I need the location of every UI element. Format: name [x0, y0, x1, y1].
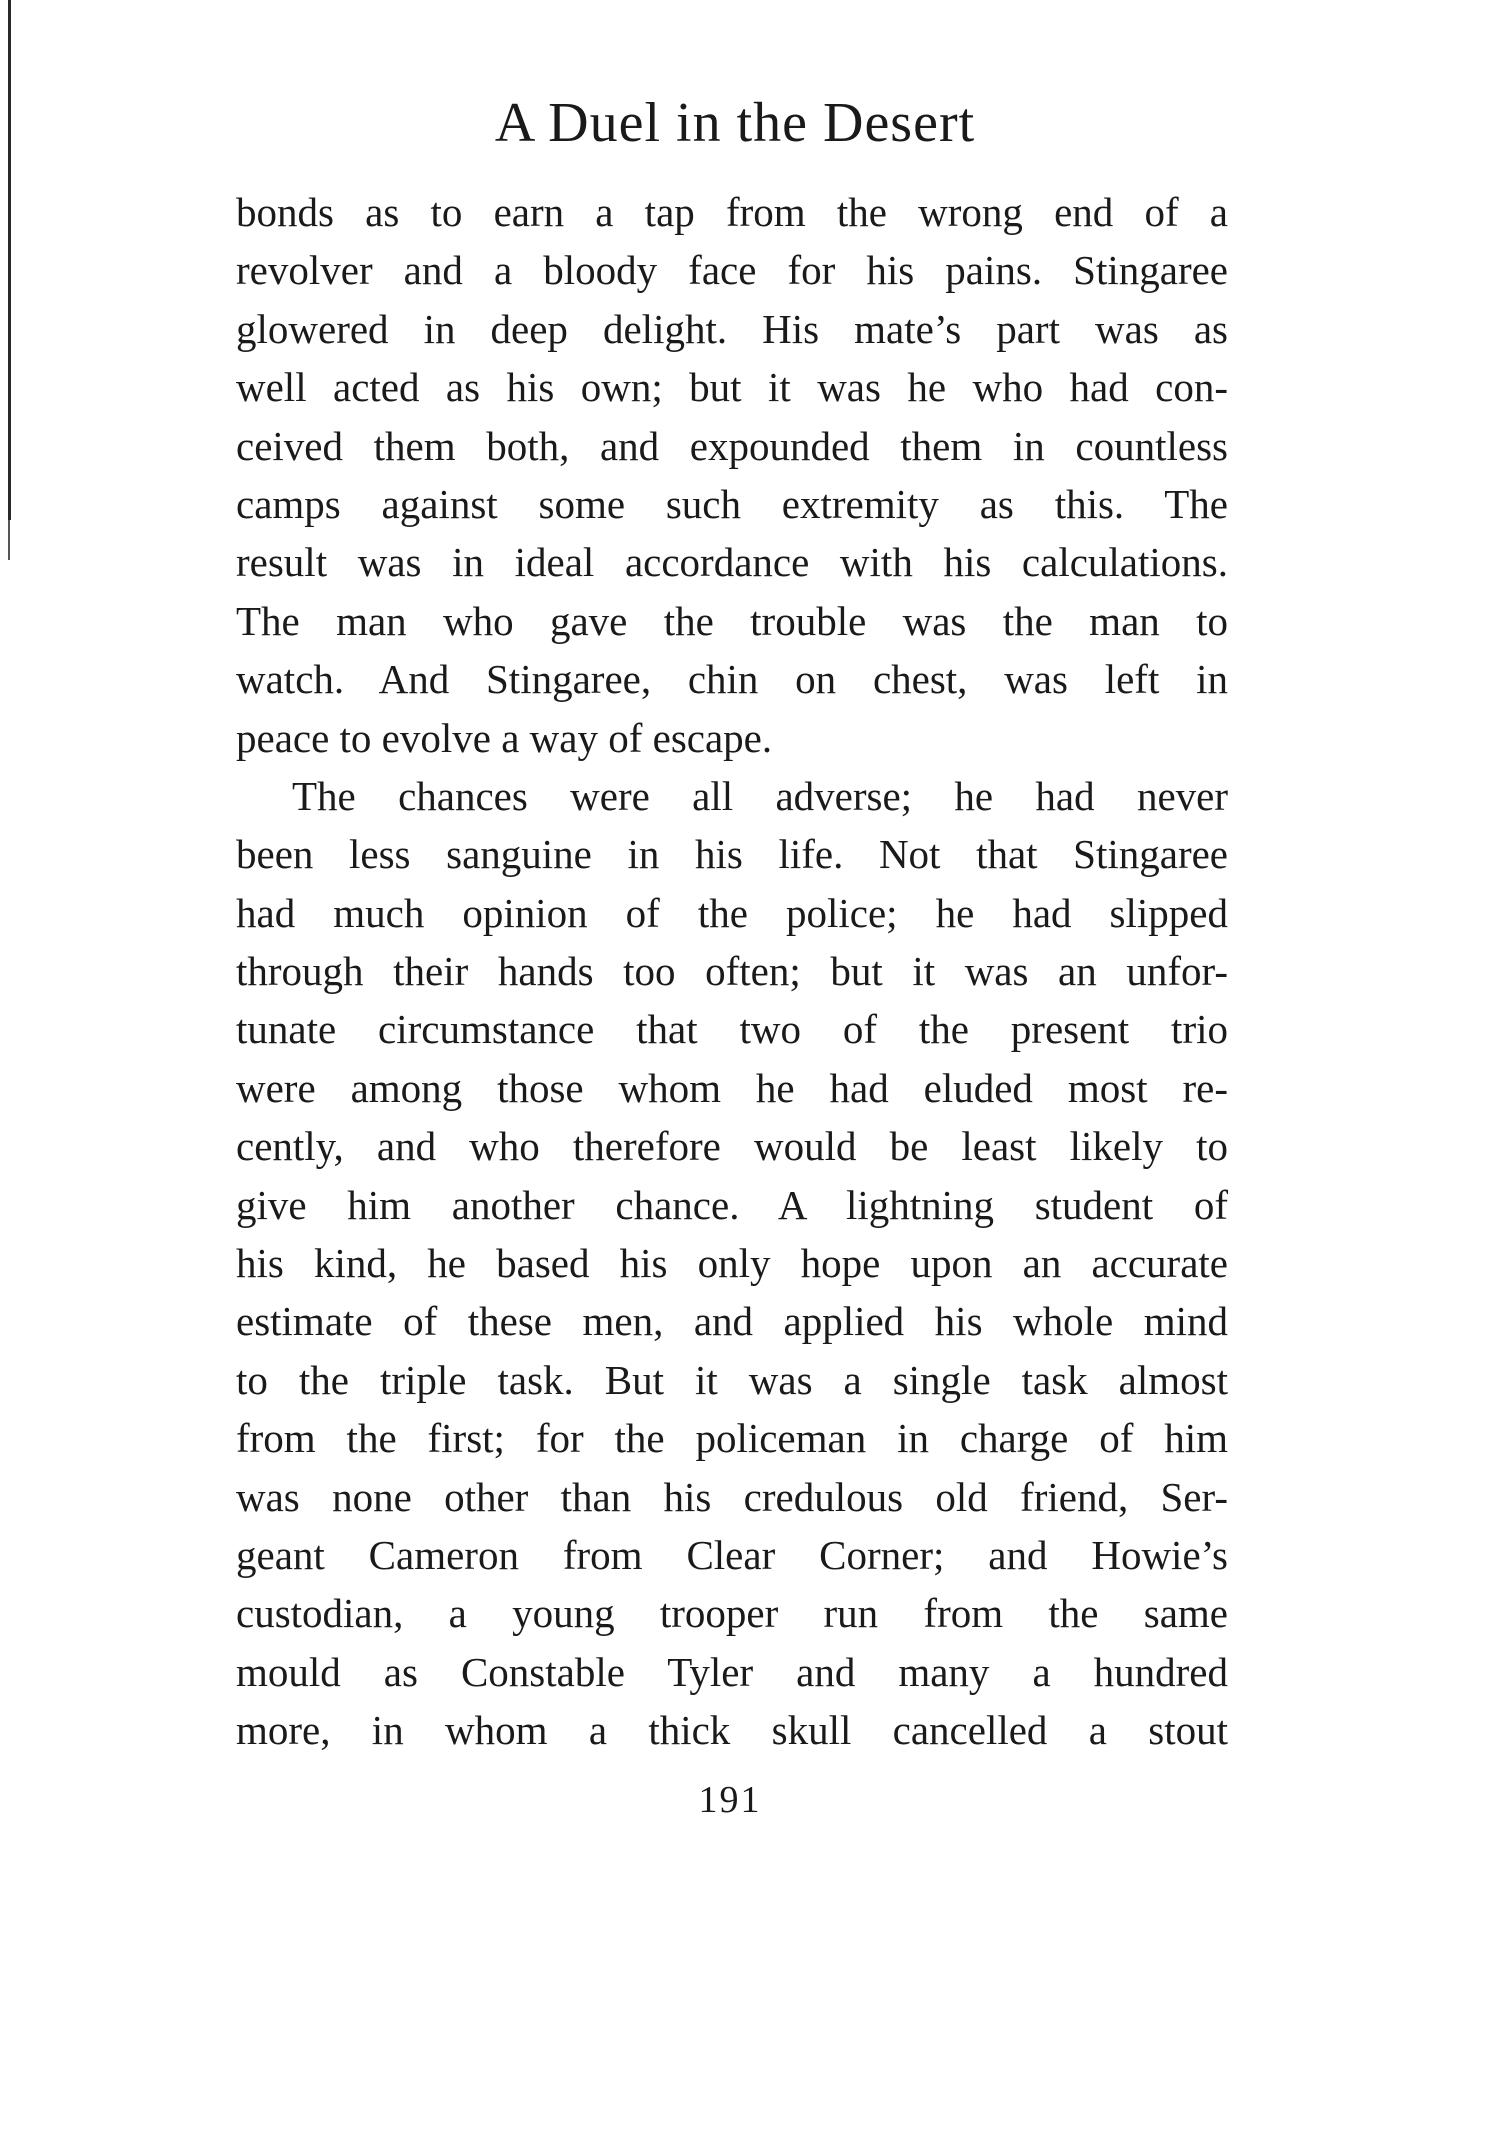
text-line: mould as Constable Tyler and many a hundred: [236, 1648, 1228, 1695]
text-line: well acted as his own; but it was he who had con-: [236, 364, 1228, 411]
text-line: to the triple task. But it was a single task almost: [236, 1356, 1228, 1403]
text-line: estimate of these men, and applied his whole mind: [236, 1298, 1228, 1345]
binding-edge-line: [8, 0, 11, 520]
text-line: from the first; for the policeman in charge of him: [236, 1415, 1228, 1462]
running-head: A Duel in the Desert: [494, 92, 976, 154]
text-line: camps against some such extremity as this. The: [236, 480, 1228, 527]
text-line: was none other than his credulous old friend, Ser-: [236, 1473, 1228, 1520]
text-line: revolver and a bloody face for his pains. Stingaree: [236, 247, 1228, 294]
text-line: cently, and who therefore would be least likely to: [236, 1123, 1228, 1170]
text-line: ceived them both, and expounded them in countless: [236, 422, 1228, 469]
text-line: The chances were all adverse; he had never: [292, 772, 1228, 819]
text-line: bonds as to earn a tap from the wrong end of a: [236, 189, 1228, 235]
text-line: watch. And Stingaree, chin on chest, was left in: [236, 656, 1228, 703]
text-line: geant Cameron from Clear Corner; and Howie’s: [236, 1531, 1228, 1578]
text-line: had much opinion of the police; he had slipped: [236, 889, 1228, 936]
text-line: custodian, a young trooper run from the same: [236, 1590, 1228, 1637]
text-line: give him another chance. A lightning student of: [236, 1181, 1228, 1228]
text-line: more, in whom a thick skull cancelled a stout: [236, 1707, 1228, 1754]
text-line: peace to evolve a way of escape.: [236, 714, 773, 761]
page-number: 191: [698, 1779, 762, 1821]
text-line: his kind, he based his only hope upon an accurate: [236, 1240, 1228, 1287]
text-line: been less sanguine in his life. Not that Stingaree: [236, 831, 1228, 878]
text-line: were among those whom he had eluded most re-: [236, 1064, 1228, 1111]
body-text: [236, 183, 1228, 1760]
text-line: result was in ideal accordance with his calculations.: [236, 539, 1228, 586]
text-line: The man who gave the trouble was the man to: [236, 597, 1228, 644]
text-line: through their hands too often; but it was an unfor-: [236, 948, 1228, 995]
text-line: tunate circumstance that two of the present trio: [236, 1006, 1228, 1053]
text-line: glowered in deep delight. His mate’s part was as: [236, 305, 1228, 352]
binding-edge-line-faint: [8, 520, 10, 560]
